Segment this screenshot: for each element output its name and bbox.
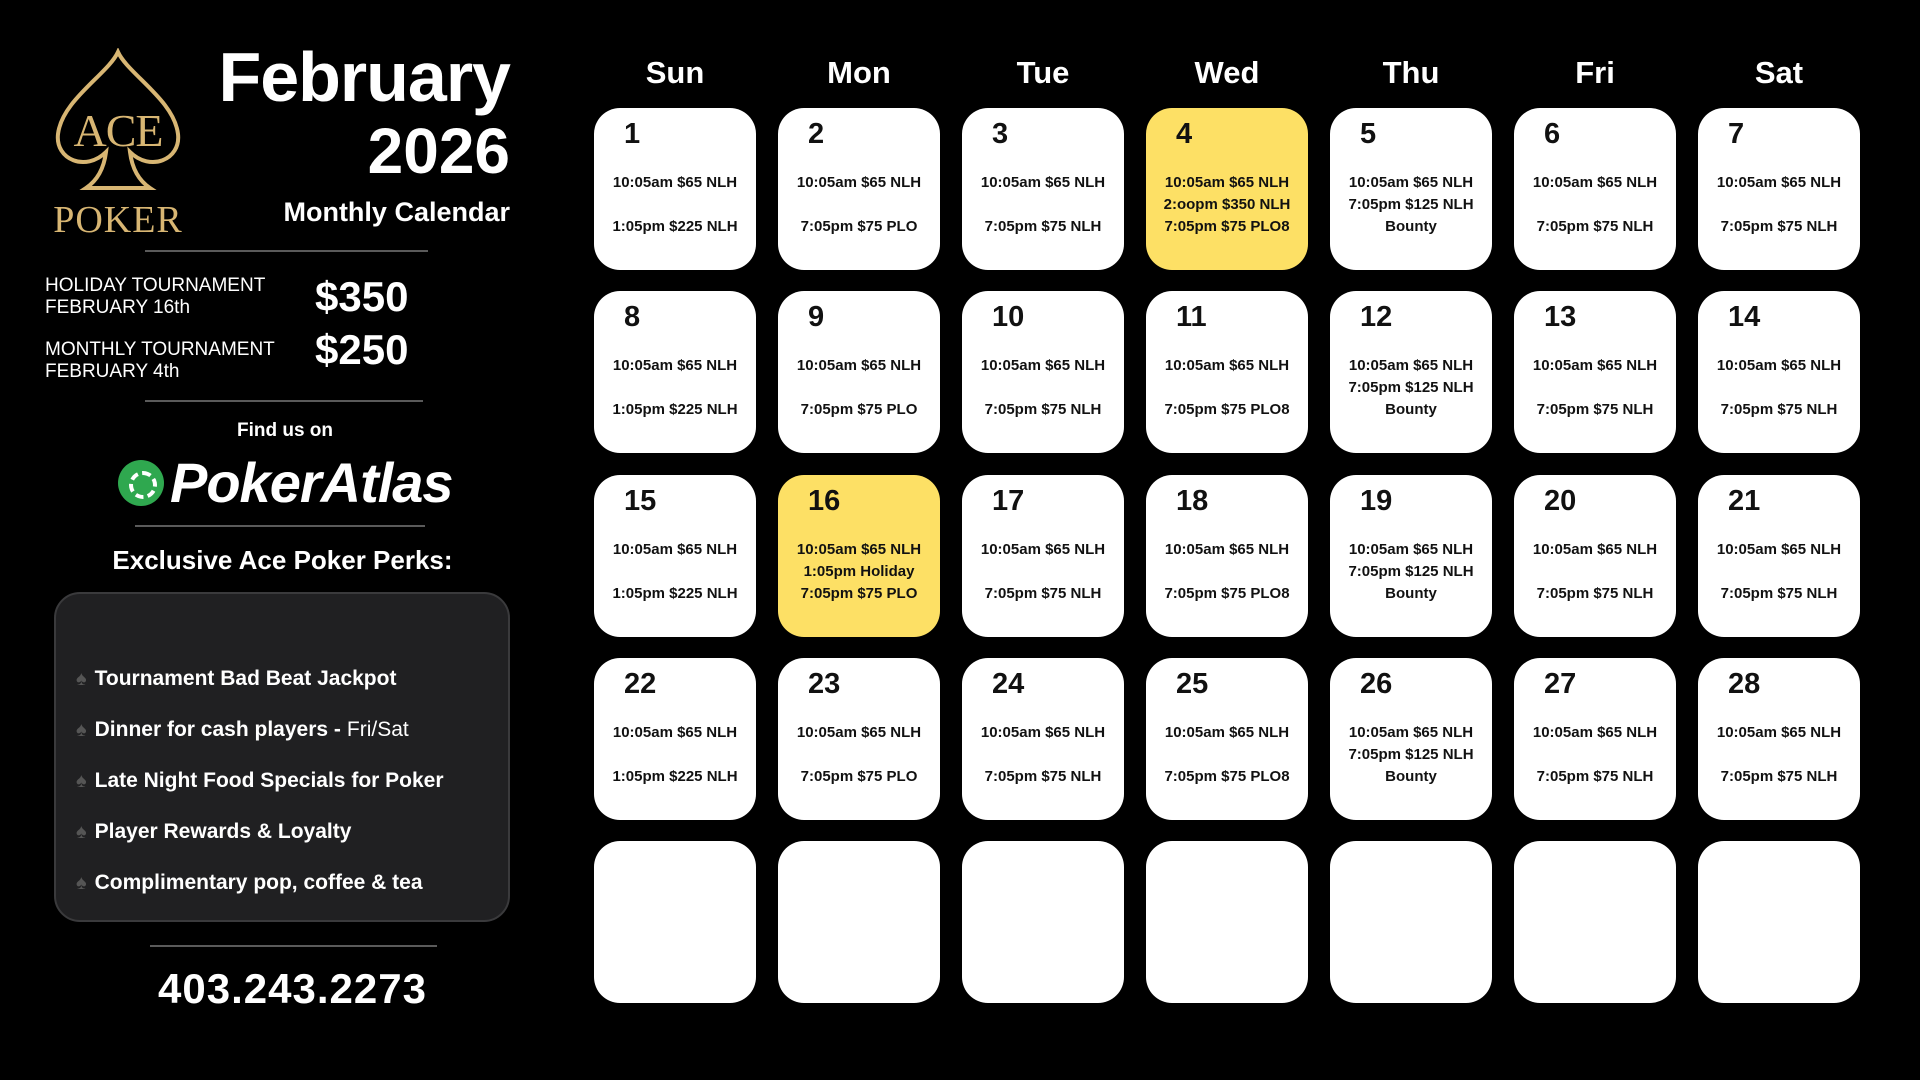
month-title: February [218,38,510,116]
event-line: 10:05am $65 NLH [1348,174,1474,191]
event-line: 7:05pm $75 NLH [1720,218,1838,235]
day-events [1698,539,1860,605]
day-events [962,539,1124,605]
event-line: 10:05am $65 NLH [1532,541,1658,558]
day-cell-2[interactable] [778,108,940,270]
event-line: 7:05pm $75 NLH [1536,768,1654,785]
event-line: 7:05pm $75 NLH [984,401,1102,418]
day-cell-8[interactable] [594,291,756,453]
day-cell-empty[interactable] [1146,841,1308,1003]
event-line: Bounty [1385,768,1437,785]
weekday-tue: Tue [1016,55,1070,90]
perk-text: Player Rewards & Loyalty [94,820,352,843]
day-number: 25 [1176,668,1209,700]
day-cell-4[interactable] [1146,108,1308,270]
event-line: 7:05pm $75 NLH [1536,218,1654,235]
day-number: 9 [808,301,825,333]
spade-bullet-icon: ♠ [76,871,87,894]
day-cell-6[interactable] [1514,108,1676,270]
day-cell-21[interactable] [1698,475,1860,637]
day-events [594,722,756,788]
event-line: 10:05am $65 NLH [1164,174,1290,191]
day-cell-9[interactable] [778,291,940,453]
event-line: 10:05am $65 NLH [980,724,1106,741]
day-cell-23[interactable] [778,658,940,820]
day-events [1146,172,1308,238]
day-cell-13[interactable] [1514,291,1676,453]
day-number: 24 [992,668,1025,700]
event-line: 10:05am $65 NLH [1532,724,1658,741]
day-cell-empty[interactable] [962,841,1124,1003]
day-number: 1 [624,118,641,150]
weekday-mon: Mon [827,55,891,90]
promo-holiday-line2: FEBRUARY 16th [45,297,191,318]
event-line: 7:05pm $75 NLH [1720,401,1838,418]
promo-monthly-label [45,339,275,383]
day-events [1330,172,1492,238]
day-cell-14[interactable] [1698,291,1860,453]
event-line: 10:05am $65 NLH [796,724,922,741]
event-line: 7:05pm $75 PLO8 [1164,585,1290,602]
event-line: 7:05pm $75 NLH [984,768,1102,785]
event-line: 1:05pm $225 NLH [612,768,738,785]
event-line: 7:05pm $75 NLH [1536,585,1654,602]
day-cell-empty[interactable] [1330,841,1492,1003]
day-events [1146,722,1308,788]
event-line: 7:05pm $75 NLH [1720,585,1838,602]
event-line: 10:05am $65 NLH [796,174,922,191]
day-number: 16 [808,485,841,517]
event-line: 10:05am $65 NLH [1716,724,1842,741]
event-line: 7:05pm $75 PLO8 [1164,401,1290,418]
event-line: 7:05pm $75 PLO [800,218,918,235]
perk-item [76,718,409,742]
day-events [1698,172,1860,238]
event-line: 2:oopm $350 NLH [1163,196,1291,213]
event-line: 7:05pm $125 NLH [1348,196,1474,213]
day-cell-15[interactable] [594,475,756,637]
day-events [1514,355,1676,421]
day-cell-27[interactable] [1514,658,1676,820]
event-line: 10:05am $65 NLH [796,541,922,558]
perk-text: Complimentary pop, coffee & tea [94,871,423,894]
day-cell-16[interactable] [778,475,940,637]
day-number: 6 [1544,118,1561,150]
spade-bullet-icon: ♠ [76,769,87,792]
event-line: 7:05pm $75 NLH [1720,768,1838,785]
event-line: Bounty [1385,218,1437,235]
day-number: 13 [1544,301,1577,333]
event-line: 1:05pm Holiday [803,563,915,580]
event-line: 10:05am $65 NLH [980,174,1106,191]
event-line: 10:05am $65 NLH [612,541,738,558]
day-number: 19 [1360,485,1393,517]
day-number: 4 [1176,118,1193,150]
event-line: 10:05am $65 NLH [1716,174,1842,191]
day-events [1330,722,1492,788]
logo-ace-text: ACE [73,105,163,156]
day-cell-11[interactable] [1146,291,1308,453]
day-cell-19[interactable] [1330,475,1492,637]
day-events [594,539,756,605]
day-number: 20 [1544,485,1577,517]
event-line: 1:05pm $225 NLH [612,218,738,235]
find-us-label: Find us on [236,420,334,441]
day-number: 8 [624,301,641,333]
perk-item [76,820,351,844]
perk-text: Late Night Food Specials for Poker [94,769,444,792]
spade-bullet-icon: ♠ [76,820,87,843]
promo-monthly-amount: $250 [315,326,409,373]
day-cell-1[interactable] [594,108,756,270]
weekday-sun: Sun [645,55,705,90]
event-line: 10:05am $65 NLH [796,357,922,374]
event-line: 7:05pm $75 PLO8 [1164,768,1290,785]
day-cell-5[interactable] [1330,108,1492,270]
event-line: Bounty [1385,401,1437,418]
event-line: 10:05am $65 NLH [612,724,738,741]
event-line: 10:05am $65 NLH [1164,357,1290,374]
day-events [962,355,1124,421]
day-events [594,172,756,238]
event-line: 10:05am $65 NLH [1532,357,1658,374]
event-line: 1:05pm $225 NLH [612,401,738,418]
day-cell-26[interactable] [1330,658,1492,820]
day-events [1698,355,1860,421]
event-line: 7:05pm $75 NLH [984,585,1102,602]
day-cell-10[interactable] [962,291,1124,453]
day-events [778,539,940,605]
day-events [1698,722,1860,788]
day-number: 23 [808,668,841,700]
event-line: 7:05pm $75 NLH [984,218,1102,235]
weekday-sat: Sat [1754,55,1804,90]
day-number: 12 [1360,301,1393,333]
promo-holiday-amount: $350 [315,273,409,320]
day-cell-empty[interactable] [778,841,940,1003]
perk-extra: Fri/Sat [346,718,409,741]
day-cell-3[interactable] [962,108,1124,270]
day-cell-empty[interactable] [1698,841,1860,1003]
day-number: 26 [1360,668,1393,700]
divider [145,400,423,402]
event-line: 10:05am $65 NLH [612,357,738,374]
day-events [962,172,1124,238]
event-line: 7:05pm $75 NLH [1536,401,1654,418]
day-events [594,355,756,421]
day-events [1514,722,1676,788]
event-line: 10:05am $65 NLH [1348,724,1474,741]
event-line: 10:05am $65 NLH [980,541,1106,558]
calendar-subtitle: Monthly Calendar [283,197,510,227]
event-line: 10:05am $65 NLH [1716,541,1842,558]
day-events [778,172,940,238]
year-title: 2026 [367,115,510,187]
pokeratlas-chip-icon [118,460,164,506]
promo-holiday-label [45,275,265,319]
event-line: 10:05am $65 NLH [980,357,1106,374]
day-number: 5 [1360,118,1377,150]
event-line: 1:05pm $225 NLH [612,585,738,602]
perk-text: Tournament Bad Beat Jackpot [94,667,397,690]
event-line: 7:05pm $75 PLO8 [1164,218,1290,235]
event-line: 7:05pm $125 NLH [1348,563,1474,580]
day-events [1146,355,1308,421]
day-cell-12[interactable] [1330,291,1492,453]
weekday-thu: Thu [1382,55,1440,90]
day-cell-7[interactable] [1698,108,1860,270]
event-line: 10:05am $65 NLH [612,174,738,191]
promo-holiday-line1: HOLIDAY TOURNAMENT [45,275,266,296]
divider [150,945,437,947]
day-cell-22[interactable] [594,658,756,820]
pokeratlas-link[interactable] [118,450,453,515]
pokeratlas-wordmark: PokerAtlas [170,451,453,514]
spade-bullet-icon: ♠ [76,667,87,690]
perk-item [76,667,396,691]
weekday-fri: Fri [1575,55,1615,90]
day-number: 17 [992,485,1025,517]
day-cell-24[interactable] [962,658,1124,820]
event-line: 10:05am $65 NLH [1716,357,1842,374]
day-number: 27 [1544,668,1577,700]
day-number: 11 [1176,301,1207,333]
event-line: 7:05pm $75 PLO [800,585,918,602]
spade-bullet-icon: ♠ [76,718,87,741]
day-events [1330,355,1492,421]
day-number: 15 [624,485,657,517]
day-number: 2 [808,118,825,150]
day-cell-18[interactable] [1146,475,1308,637]
perk-item [76,871,423,895]
perk-text: Dinner for cash players - [94,718,341,741]
day-events [1514,539,1676,605]
day-number: 14 [1728,301,1761,333]
day-number: 7 [1728,118,1745,150]
perks-title: Exclusive Ace Poker Perks: [112,545,453,575]
event-line: 7:05pm $75 PLO [800,768,918,785]
event-line: 7:05pm $125 NLH [1348,746,1474,763]
day-events [778,355,940,421]
day-number: 21 [1728,485,1761,517]
divider [145,250,428,252]
event-line: 10:05am $65 NLH [1348,357,1474,374]
day-events [778,722,940,788]
day-number: 18 [1176,485,1209,517]
day-cell-28[interactable] [1698,658,1860,820]
event-line: 10:05am $65 NLH [1164,541,1290,558]
day-events [1514,172,1676,238]
perks-panel [54,592,510,922]
day-events [1146,539,1308,605]
ace-poker-logo [48,48,188,241]
day-number: 28 [1728,668,1761,700]
promo-monthly-line1: MONTHLY TOURNAMENT [45,339,275,360]
day-events [1330,539,1492,605]
event-line: 7:05pm $75 PLO [800,401,918,418]
event-line: 7:05pm $125 NLH [1348,379,1474,396]
day-cell-25[interactable] [1146,658,1308,820]
day-number: 3 [992,118,1009,150]
day-number: 22 [624,668,657,700]
divider [135,525,425,527]
logo-poker-text: POKER [53,199,183,241]
event-line: 10:05am $65 NLH [1164,724,1290,741]
perk-item [76,769,444,793]
day-cell-20[interactable] [1514,475,1676,637]
phone-number[interactable]: 403.243.2273 [158,965,427,1012]
promo-monthly-line2: FEBRUARY 4th [45,361,180,382]
day-cell-empty[interactable] [594,841,756,1003]
day-cell-empty[interactable] [1514,841,1676,1003]
day-cell-17[interactable] [962,475,1124,637]
event-line: Bounty [1385,585,1437,602]
weekday-wed: Wed [1194,55,1260,90]
event-line: 10:05am $65 NLH [1348,541,1474,558]
event-line: 10:05am $65 NLH [1532,174,1658,191]
day-number: 10 [992,301,1025,333]
day-events [962,722,1124,788]
